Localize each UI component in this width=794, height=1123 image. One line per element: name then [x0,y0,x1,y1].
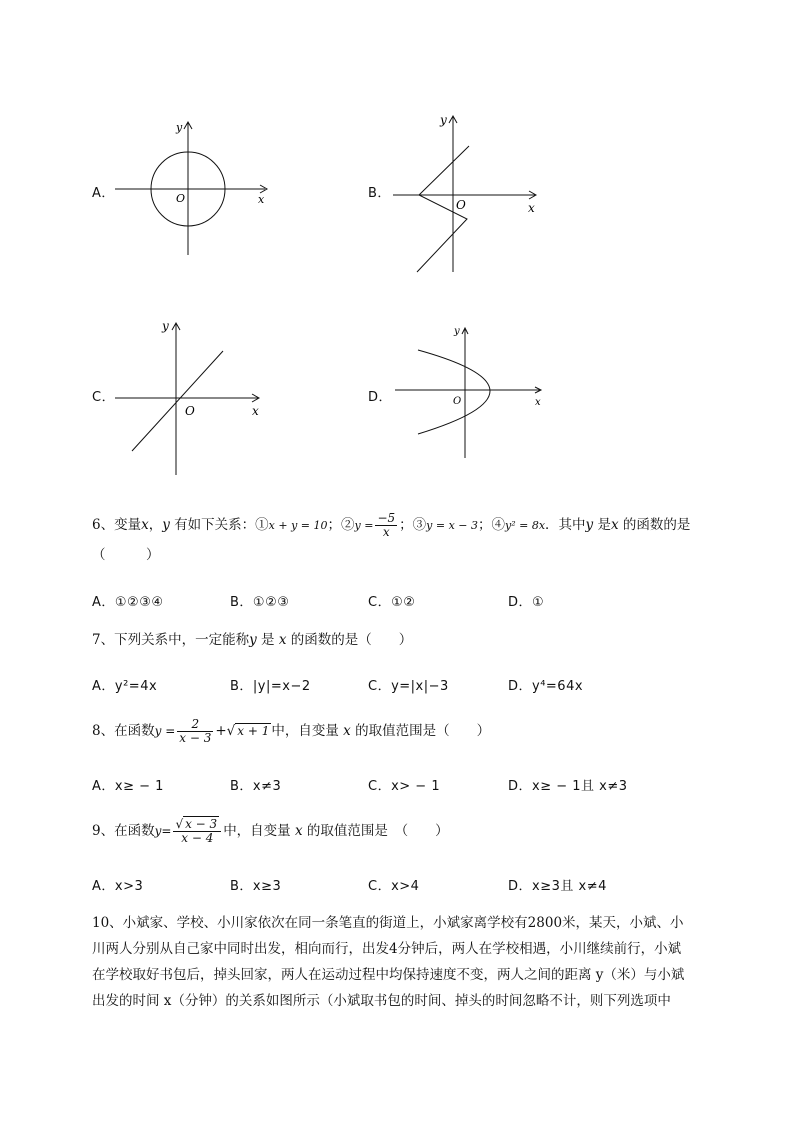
graph-d-x-label: x [535,397,541,408]
graph-b-lines [385,108,550,276]
q6-option-d: D．① [508,595,545,610]
graph-a-y-label: y [176,121,183,134]
q7-option-b: B．|y|=x−2 [230,679,311,694]
question-8-stem: 8、在函数y = $\frac{2}{x - 3}$ +√ x + 1 中，自变量 x 的取值范围是（ ） [92,717,491,745]
question-6-paren: （ ） [92,547,160,563]
q9-fraction: $\frac{√ x - 3}{x - 4}$ [173,818,221,845]
question-7-stem: 7、下列关系中，一定能称y 是 x 的函数的是（ ） [92,632,413,648]
q9-option-a: A．x>3 [92,879,144,894]
q8-option-a: A．x≥ − 1 [92,779,164,794]
q7-option-c: C．y=|x|−3 [368,679,449,694]
q9-option-b: B．x≥3 [230,879,282,894]
graph-c-origin-label: O [185,404,195,418]
q7-option-a: A．y²=4x [92,679,158,694]
option-d-label: D． [368,390,393,405]
option-c-label: C． [92,390,116,405]
q7-option-d: D．y⁴=64x [508,679,584,694]
graph-c-y-label: y [162,319,169,333]
graph-c-line [110,315,270,480]
q8-option-d: D．x≥ − 1且 x≠3 [508,779,628,794]
q10-line-4: 出发的时间 x（分钟）的关系如图所示（小斌取书包的时间、掉头的时间忽略不计，则下列选项中 [92,993,671,1009]
graph-d-origin-label: O [453,396,462,407]
q6-option-a: A．①②③④ [92,595,164,610]
graph-d-y-label: y [454,326,460,337]
q8-fraction: $\frac{2}{x - 3}$ [179,717,212,745]
graph-d-parabola [390,322,550,462]
graph-b-y-label: y [440,113,447,127]
q10-line-3: 在学校取好书包后，掉头回家，两人在运动过程中均保持速度不变，两人之间的距离 y（米）与小斌 [92,967,685,983]
graph-a-origin-label: O [176,192,186,205]
q9-option-c: C．x>4 [368,879,420,894]
q8-option-b: B．x≠3 [230,779,282,794]
q6-option-b: B．①②③ [230,595,290,610]
q10-line-2: 川两人分别从自己家中同时出发，相向而行，出发4分钟后，两人在学校相遇，小川继续前行，小斌 [92,941,682,957]
option-a-label: A． [92,186,115,201]
q8-sqrt: √ x + 1 [226,723,270,739]
q10-line-1: 10、小斌家、学校、小川家依次在同一条笔直的街道上，小斌家离学校有2800米，某天，小斌、小 [92,915,684,931]
question-6-stem: 6、变量x，y 有如下关系：①x + y = 10；②y = $\frac{-5}{x}$ ；③y = x − 3；④y² = 8x．其中y 是x 的函数的是 [92,511,691,539]
q6-fraction: $\frac{-5}{x}$ [377,511,396,539]
option-b-label: B． [368,186,391,201]
q6-option-c: C．①② [368,595,416,610]
question-9-stem: 9、在函数y= $\frac{√ x - 3}{x - 4}$ 中，自变量 x 的取值范围是 （ ） [92,817,449,845]
q9-option-d: D．x≥3且 x≠4 [508,879,607,894]
graph-c-x-label: x [252,404,259,418]
graph-b-x-label: x [528,201,535,215]
graph-a-circle [110,115,275,260]
question-10-paragraph [92,910,742,1014]
q8-option-c: C．x> − 1 [368,779,441,794]
graph-b-origin-label: O [456,198,466,212]
graph-a-x-label: x [258,193,265,206]
